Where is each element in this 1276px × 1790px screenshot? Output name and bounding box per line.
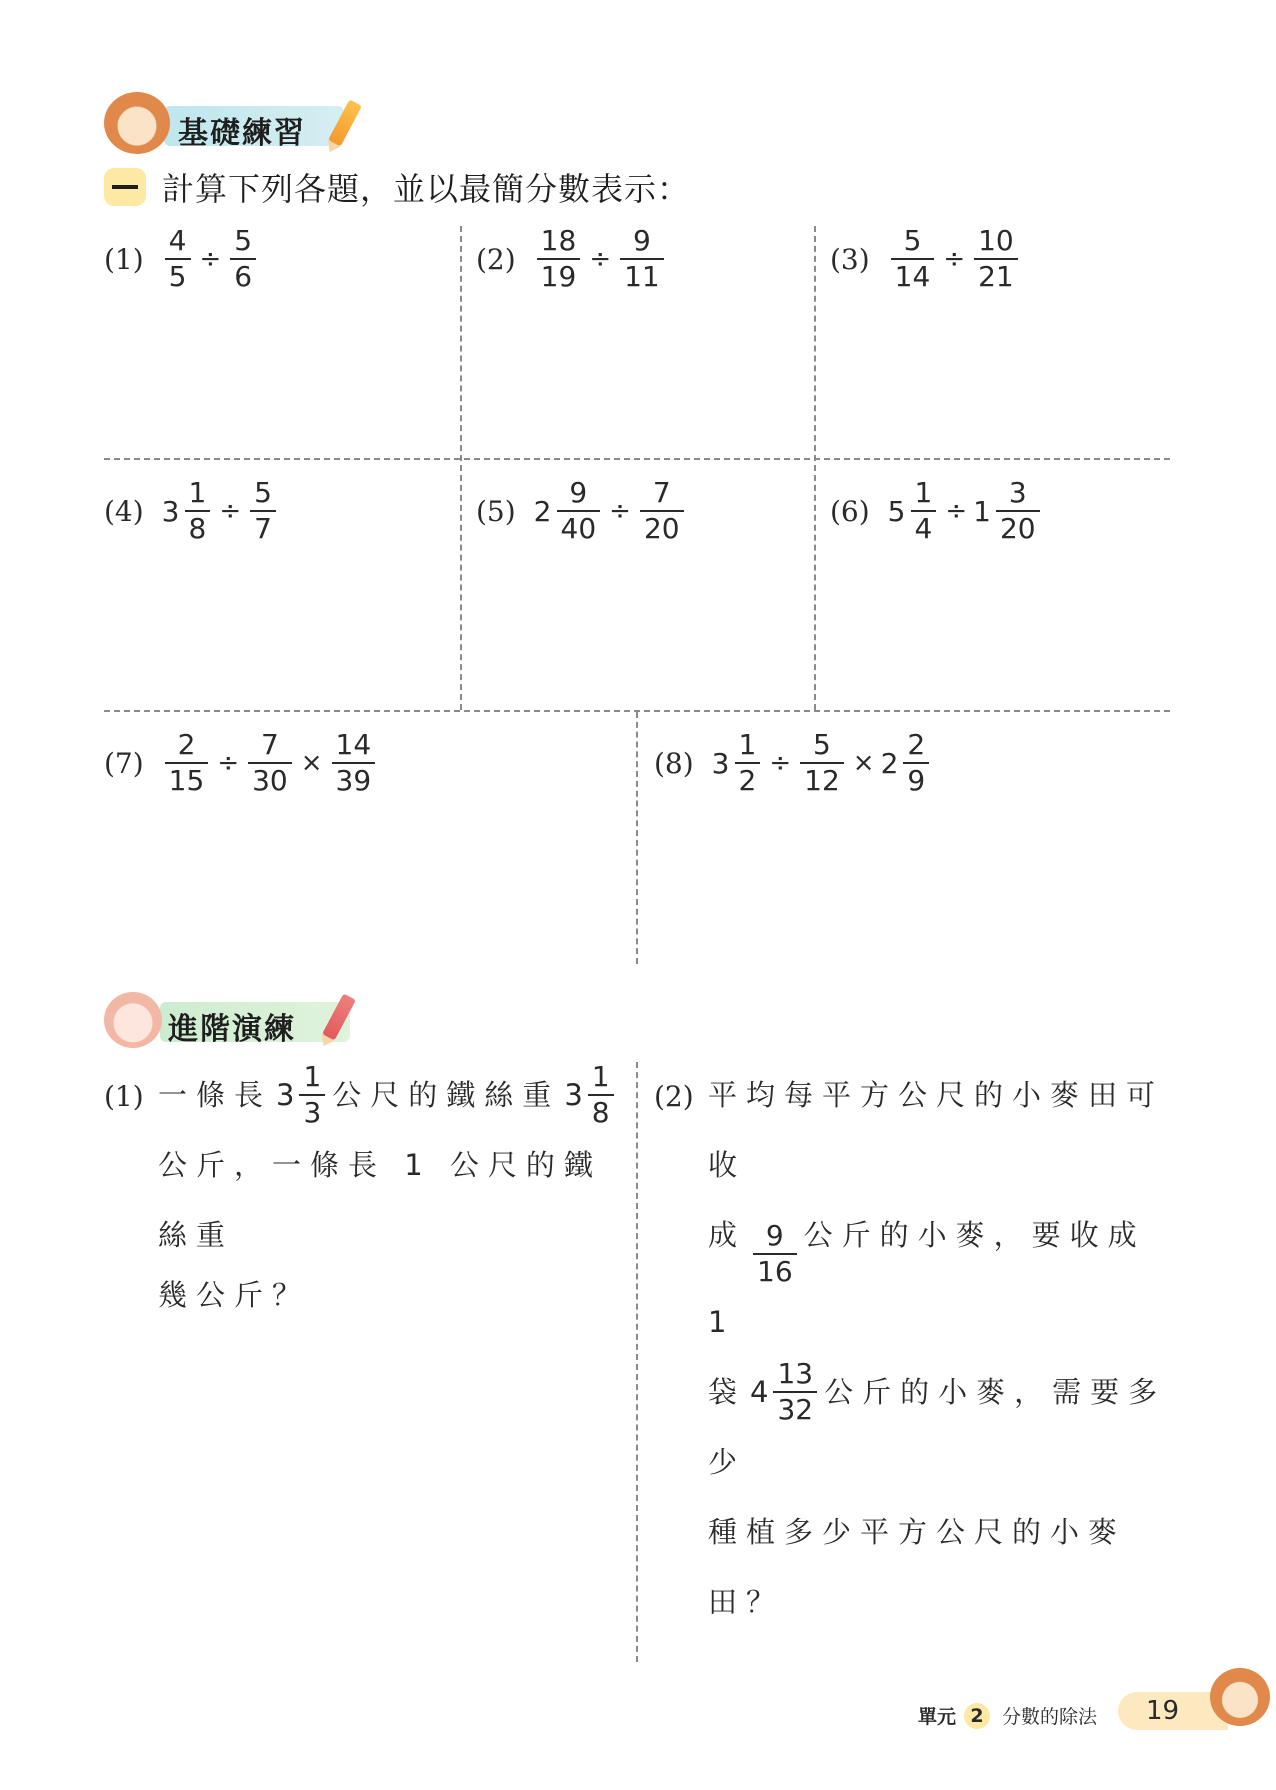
fraction	[245, 730, 295, 796]
problem-2	[476, 226, 667, 292]
mixed-number	[712, 730, 764, 796]
problem-5	[476, 478, 687, 544]
mixed-number	[534, 478, 603, 544]
divide-sign: ÷	[945, 496, 968, 526]
mixed-number	[973, 478, 1042, 544]
fraction	[534, 226, 584, 292]
word1-line-2: 公斤，一條長 1 公尺的鐵絲重	[158, 1148, 602, 1252]
denominator: 5	[165, 258, 191, 292]
fraction	[750, 1221, 800, 1287]
fraction-stack	[248, 730, 292, 796]
whole-part: 2	[533, 494, 552, 528]
grid-divider	[636, 712, 638, 964]
word-problem-2	[708, 1060, 1188, 1637]
word2-line-1: 平均每平方公尺的小麥田可收	[708, 1078, 1165, 1182]
numerator: 9	[765, 1219, 784, 1252]
problem-number: (4)	[104, 494, 144, 528]
fraction-stack	[332, 730, 376, 796]
multiply-sign: ×	[852, 748, 875, 778]
problem-number: (1)	[104, 242, 144, 276]
problem-number: (7)	[104, 746, 144, 780]
mixed-number	[564, 1060, 616, 1130]
divide-sign: ÷	[769, 748, 792, 778]
problem-number: (5)	[476, 494, 516, 528]
fraction-stack	[250, 478, 276, 544]
section-title: 基礎練習	[178, 116, 306, 151]
fraction-stack	[620, 226, 664, 292]
numerator: 14	[335, 728, 372, 761]
numerator: 2	[907, 728, 926, 761]
word-problem-1-label: (1)	[104, 1080, 144, 1113]
denominator: 3	[299, 1094, 325, 1128]
word-problem-2-label: (2)	[654, 1080, 694, 1113]
fraction-stack	[773, 1359, 817, 1425]
problem-4	[104, 478, 279, 544]
denominator: 14	[891, 258, 935, 292]
problem-8	[654, 730, 932, 796]
fraction	[162, 730, 212, 796]
word1-line-1: 一條長 3 $\frac{1}{3}$ 公尺的鐵絲重 3 $\frac{1}{8}$	[158, 1060, 628, 1130]
mixed-number	[564, 1060, 616, 1130]
problem-number: (3)	[830, 242, 870, 276]
divide-sign: ÷	[217, 748, 240, 778]
fraction	[329, 730, 379, 796]
numerator: 13	[777, 1357, 814, 1390]
divide-sign: ÷	[219, 496, 242, 526]
problem-number: (6)	[830, 494, 870, 528]
fraction-stack	[165, 226, 191, 292]
divide-sign: ÷	[943, 244, 966, 274]
denominator: 11	[620, 258, 664, 292]
denominator: 2	[735, 762, 761, 796]
problem-number: (8)	[654, 746, 694, 780]
fraction-stack	[557, 478, 601, 544]
numerator: 1	[303, 1060, 322, 1093]
word2-line-4: 種植多少平方公尺的小麥田？	[708, 1515, 1127, 1619]
grid-divider	[460, 226, 462, 710]
fraction-stack	[735, 730, 761, 796]
fraction-stack	[903, 730, 929, 796]
numerator: 5	[254, 476, 272, 509]
numerator: 1	[914, 476, 933, 509]
whole-part: 2	[880, 746, 899, 780]
numerator: 3	[1008, 476, 1027, 509]
problem-1	[104, 226, 259, 292]
denominator: 8	[588, 1094, 614, 1128]
numerator: 9	[569, 476, 588, 509]
fraction	[227, 226, 259, 292]
fraction-stack	[537, 226, 581, 292]
fraction-stack	[185, 478, 211, 544]
denominator: 40	[557, 510, 601, 544]
fraction	[750, 1221, 800, 1287]
numerator: 1	[738, 728, 757, 761]
fraction-stack	[974, 226, 1018, 292]
grid-divider	[104, 458, 1170, 460]
numerator: 1	[188, 476, 207, 509]
fraction-stack	[165, 730, 209, 796]
denominator: 21	[974, 258, 1018, 292]
denominator: 8	[185, 510, 211, 544]
word2-line-2: 成 $\frac{9}{16}$ 公斤的小麥，要收成 1	[708, 1218, 1146, 1339]
fraction-stack	[299, 1062, 325, 1128]
denominator: 19	[537, 258, 581, 292]
problem-3	[830, 226, 1021, 292]
numerator: 18	[540, 224, 577, 257]
fraction-stack	[230, 226, 256, 292]
divide-sign: ÷	[609, 496, 631, 526]
fraction-stack	[891, 226, 935, 292]
word-problem-divider	[636, 1062, 638, 1662]
problem-number: (2)	[476, 242, 516, 276]
denominator: 16	[753, 1253, 797, 1287]
whole-part: 3	[276, 1078, 295, 1112]
mixed-number	[881, 730, 933, 796]
fraction-stack	[588, 1062, 614, 1128]
denominator: 12	[800, 762, 844, 796]
numerator: 10	[978, 224, 1014, 257]
denominator: 30	[248, 762, 292, 796]
section-banner-advanced	[104, 994, 384, 1046]
denominator: 6	[230, 258, 256, 292]
fraction	[617, 226, 667, 292]
mixed-number	[750, 1357, 820, 1427]
fraction-stack	[911, 478, 937, 544]
divide-sign: ÷	[199, 244, 222, 274]
whole-part: 4	[750, 1375, 769, 1409]
numerator: 1	[591, 1060, 610, 1093]
fraction	[637, 478, 687, 544]
mixed-number	[888, 478, 940, 544]
numerator: 5	[813, 728, 831, 761]
whole-part: 3	[564, 1078, 583, 1112]
divide-sign: ÷	[589, 244, 612, 274]
numerator: 9	[633, 224, 651, 257]
numerator: 5	[903, 224, 922, 257]
denominator: 4	[911, 510, 937, 544]
denominator: 20	[996, 510, 1040, 544]
fraction	[162, 226, 194, 292]
fraction-stack	[753, 1221, 797, 1287]
multiply-sign: ×	[300, 748, 323, 778]
problem-6	[830, 478, 1043, 544]
lion-mascot-icon	[1210, 1668, 1270, 1726]
chapter-title: 分數的除法	[1002, 1706, 1098, 1728]
lion-mascot-icon	[104, 92, 170, 154]
mixed-number	[750, 1357, 820, 1427]
part-number-one-icon	[104, 168, 146, 206]
grid-divider	[814, 226, 816, 710]
whole-part: 5	[887, 494, 906, 528]
fraction-stack	[800, 730, 844, 796]
bunny-mascot-icon	[104, 992, 162, 1048]
fraction	[888, 226, 938, 292]
mixed-number	[276, 1060, 328, 1130]
denominator: 39	[332, 762, 376, 796]
fraction-stack	[640, 478, 684, 544]
numerator: 5	[234, 224, 253, 257]
page-number: 19	[1118, 1692, 1228, 1730]
denominator: 7	[250, 510, 276, 544]
whole-part: 3	[161, 494, 180, 528]
section-title: 進階演練	[168, 1012, 296, 1047]
fraction	[797, 730, 847, 796]
numerator: 7	[261, 728, 279, 761]
mixed-number	[276, 1060, 328, 1130]
whole-part: 1	[973, 494, 991, 528]
fraction	[971, 226, 1021, 292]
footer-unit	[918, 1702, 1097, 1729]
instruction-text: 計算下列各題，並以最簡分數表示：	[162, 170, 691, 208]
problem-7	[104, 730, 378, 796]
word-problem-1	[158, 1060, 628, 1330]
unit-label: 單元	[918, 1706, 957, 1728]
denominator: 20	[640, 510, 684, 544]
fraction-stack	[996, 478, 1040, 544]
fraction	[247, 478, 279, 544]
whole-part: 3	[711, 746, 730, 780]
numerator: 7	[652, 476, 671, 509]
numerator: 2	[177, 728, 196, 761]
unit-number-badge: 2	[964, 1703, 990, 1729]
word1-line-3: 幾公斤？	[158, 1278, 311, 1312]
denominator: 9	[903, 762, 929, 796]
denominator: 15	[165, 762, 209, 796]
word2-line-3: 袋 4 $\frac{13}{32}$ 公斤的小麥，需要多少	[708, 1357, 1167, 1479]
denominator: 32	[773, 1391, 817, 1425]
section-banner-basic	[104, 98, 384, 150]
numerator: 4	[168, 224, 187, 257]
mixed-number	[162, 478, 214, 544]
